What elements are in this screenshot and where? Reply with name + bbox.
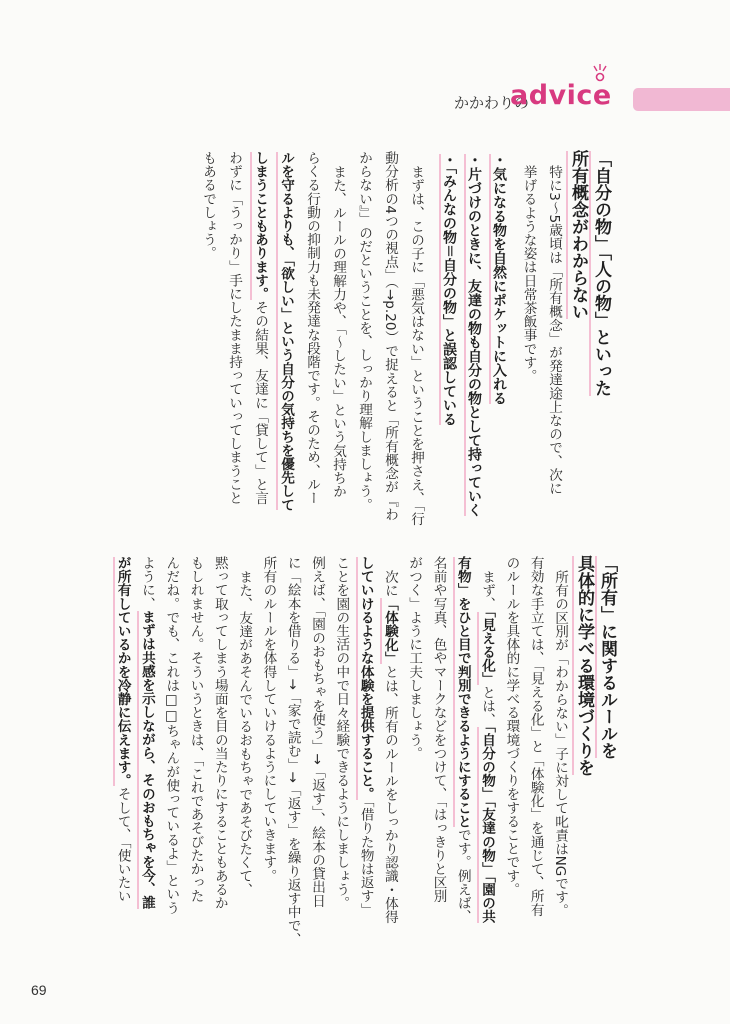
text-line xyxy=(195,150,221,520)
emphasized-text: が所有しているかを冷静に伝えます。 xyxy=(114,556,131,788)
text-line xyxy=(378,555,402,935)
section-header xyxy=(440,82,730,118)
bullet-item xyxy=(486,150,511,520)
text-segment: 有効な手立ては、「見える化」と「体験化」を通じて、所有 xyxy=(527,556,544,917)
text-segment: です。例えば、 xyxy=(454,828,471,924)
text-line xyxy=(475,555,499,935)
text-segment: 「借りた物は返す」 xyxy=(357,800,374,917)
text-segment: もしれません。そういうときは、「これであそびたかった xyxy=(187,556,204,903)
text-line xyxy=(523,555,547,935)
text-line xyxy=(208,555,232,935)
emphasized-text: していけるような体験を提供すること。 xyxy=(357,556,374,801)
text-line xyxy=(280,555,304,946)
text-block-ownership-concept xyxy=(167,150,612,526)
text-line xyxy=(353,555,377,935)
text-segment: ように、 xyxy=(138,556,155,611)
header-decoration-bar xyxy=(633,88,730,111)
emphasized-text: しまうこともあります。 xyxy=(252,151,268,301)
text-segment: からない』」のだということを、しっかり理解しましょう。 xyxy=(356,151,372,512)
bullet-item xyxy=(436,150,461,520)
text-segment: まずは、この子に「悪気はない」ということを押さえ、「行 xyxy=(408,165,424,526)
text-line xyxy=(325,150,351,520)
text-line xyxy=(232,555,256,935)
text-segment: 特に3～5歳頃は「所有概念」が発達途上なので、次に xyxy=(546,165,562,496)
text-line xyxy=(135,555,159,935)
text-line xyxy=(402,555,426,935)
text-segment: 動分析の4つの視点」（→p.20）で捉えると「所有概念が『わ xyxy=(382,151,398,521)
text-line xyxy=(221,150,247,520)
text-line xyxy=(541,150,567,520)
text-line xyxy=(247,150,273,520)
lightbulb-icon xyxy=(592,62,608,82)
bullet-group xyxy=(436,150,511,520)
text-segment: また、友達があそんでいるおもちゃであそびたくて、 xyxy=(236,570,253,897)
emphasized-text: ・片づけのときに、友達の物も自分の物として持っていく xyxy=(466,153,482,517)
emphasized-text: 「自分の物」「友達の物」「園の共 xyxy=(479,726,496,924)
text-line xyxy=(451,555,475,935)
emphasized-text: 「見える化」 xyxy=(479,610,496,686)
text-segment: 所有のルールを体得していけるようにしていきます。 xyxy=(260,556,277,883)
text-line xyxy=(377,150,403,520)
text-line xyxy=(273,150,299,520)
text-segment: その結果、友達に「貸して」と言 xyxy=(252,300,268,505)
section-label: かかわりの xyxy=(454,94,530,112)
text-segment: 挙げるような姿は日常茶飯事です。 xyxy=(520,165,537,383)
body-group xyxy=(110,555,572,946)
emphasized-text: 所有概念がわからない xyxy=(568,150,588,320)
text-segment: もあるでしょう。 xyxy=(200,151,216,260)
para-group xyxy=(515,150,566,520)
text-line xyxy=(351,150,377,520)
text-line xyxy=(515,150,541,520)
text-segment: とは、 xyxy=(479,685,496,727)
emphasized-text: 有物」をひと目で判別できるようにすること xyxy=(454,556,471,828)
text-segment: まず、 xyxy=(479,570,496,611)
text-segment: とは、所有のルールをしっかり認識・体得 xyxy=(381,665,398,924)
text-line xyxy=(299,150,325,520)
text-segment: に「絵本を借りる」→「家で読む」→「返す」を繰り返す中で、 xyxy=(284,556,301,946)
body-group xyxy=(195,150,429,526)
emphasized-text: 「自分の物」「人の物」といった xyxy=(591,150,611,397)
text-line xyxy=(499,555,523,935)
text-segment: 名前や写真、色やマークなどをつけて、「はっきりと区別 xyxy=(430,556,447,903)
text-segment: らくる行動の抑制力も未発達な段階です。そのため、ルー xyxy=(304,151,320,505)
heading-line xyxy=(589,150,612,520)
text-line xyxy=(548,555,572,935)
heading-line xyxy=(595,555,618,935)
text-block-environment xyxy=(110,555,618,946)
text-segment: そして、「使いたい xyxy=(114,787,131,903)
text-segment: 例えば、「園のおもちゃを使う」→「返す」、絵本の貸出日 xyxy=(309,556,326,908)
text-line xyxy=(403,150,429,526)
page-number: 69 xyxy=(31,982,47,998)
text-segment: また、ルールの理解力や、「～したい」という気持ちか xyxy=(330,165,346,499)
emphasized-text: 具体的に学べる環境づくりを xyxy=(574,555,594,776)
text-line xyxy=(305,555,329,935)
emphasized-text: まずは共感を示しながら、そのおもちゃを今、誰 xyxy=(138,610,155,910)
text-line xyxy=(329,555,353,935)
emphasized-text: 「所有」に関するルールを xyxy=(597,555,617,759)
text-line xyxy=(183,555,207,935)
heading-group xyxy=(572,555,618,935)
text-segment: んだね。でも、これは□□ちゃんが使っているよ」という xyxy=(163,556,180,915)
emphasized-text: ・気になる物を自然にポケットに入れる xyxy=(491,153,507,405)
text-segment: ことを園の生活の中で日々経験できるようにしましょう。 xyxy=(333,556,350,910)
text-segment: わずに「うっかり」手にしたまま持っていってしまうこと xyxy=(226,151,242,505)
text-segment: がつく」ように工夫しましょう。 xyxy=(406,556,423,760)
text-segment: 次に xyxy=(381,570,398,598)
text-segment: 黙って取ってしまう場面を目の当たりにすることもあるか xyxy=(211,556,228,910)
text-segment: のルールを具体的に学べる環境づくりをすることです。 xyxy=(503,556,520,896)
heading-line xyxy=(566,150,589,520)
emphasized-text: ・「みんなの物＝自分の物」と誤認している xyxy=(441,153,457,426)
text-line xyxy=(159,555,183,935)
heading-group xyxy=(566,150,612,520)
emphasized-text: 「体験化」 xyxy=(381,597,398,666)
emphasized-text: ルを守るよりも、「欲しい」という自分の気持ちを優先して xyxy=(278,151,294,512)
text-line xyxy=(110,555,134,935)
text-line xyxy=(426,555,450,935)
text-segment: 所有の区別が「わからない」子に対して叱責はNGです。 xyxy=(552,570,568,918)
section-title: advice xyxy=(510,80,612,111)
text-line xyxy=(256,555,280,935)
heading-line xyxy=(572,555,595,935)
bullet-item xyxy=(461,150,486,520)
